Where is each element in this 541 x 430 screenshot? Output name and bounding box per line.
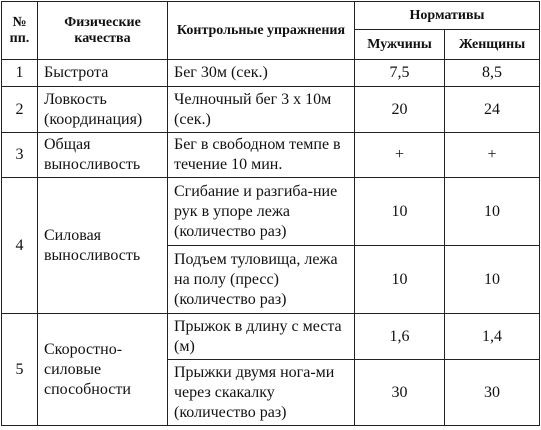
row-women-value: 24 <box>445 87 540 133</box>
row-exercise: Прыжок в длину с места (м) <box>168 314 355 360</box>
table-row <box>2 87 540 133</box>
header-row <box>2 2 540 30</box>
row-exercise: Челночный бег 3 х 10м (сек.) <box>168 87 355 133</box>
row-women-value: 30 <box>445 360 540 426</box>
table-row <box>2 178 540 246</box>
row-men-value: 30 <box>355 360 445 426</box>
row-men-value: 7,5 <box>355 60 445 87</box>
row-quality: Силовая выносливость <box>38 178 168 314</box>
row-num: 2 <box>2 87 38 133</box>
row-quality: Скоростно-силовые способности <box>38 314 168 426</box>
row-num: 3 <box>2 133 38 178</box>
row-num: 4 <box>2 178 38 314</box>
header-exercise: Контрольные упражнения <box>168 2 355 60</box>
table-row <box>2 133 540 178</box>
row-women-value: 1,4 <box>445 314 540 360</box>
row-men-value: + <box>355 133 445 178</box>
header-women: Женщины <box>445 30 540 60</box>
row-women-value: 10 <box>445 246 540 314</box>
row-exercise: Бег 30м (сек.) <box>168 60 355 87</box>
row-quality: Быстрота <box>38 60 168 87</box>
row-quality: Ловкость (координация) <box>38 87 168 133</box>
row-num: 1 <box>2 60 38 87</box>
row-women-value: 10 <box>445 178 540 246</box>
row-men-value: 20 <box>355 87 445 133</box>
table-row <box>2 60 540 87</box>
row-quality: Общая выносливость <box>38 133 168 178</box>
header-norms: Нормативы <box>355 2 540 30</box>
row-exercise: Сгибание и разгиба-ние рук в упоре лежа (количество раз) <box>168 178 355 246</box>
row-exercise: Прыжки двумя нога-ми через скакалку (количество раз) <box>168 360 355 426</box>
row-exercise: Бег в свободном темпе в течение 10 мин. <box>168 133 355 178</box>
table-row <box>2 314 540 360</box>
row-num: 5 <box>2 314 38 426</box>
row-men-value: 10 <box>355 178 445 246</box>
norms-table <box>1 1 540 426</box>
row-exercise: Подъем туловища, лежа на полу (пресс) (количество раз) <box>168 246 355 314</box>
header-num: № пп. <box>2 2 38 60</box>
row-women-value: 8,5 <box>445 60 540 87</box>
header-quality: Физические качества <box>38 2 168 60</box>
header-men: Мужчины <box>355 30 445 60</box>
row-men-value: 1,6 <box>355 314 445 360</box>
row-men-value: 10 <box>355 246 445 314</box>
row-women-value: + <box>445 133 540 178</box>
